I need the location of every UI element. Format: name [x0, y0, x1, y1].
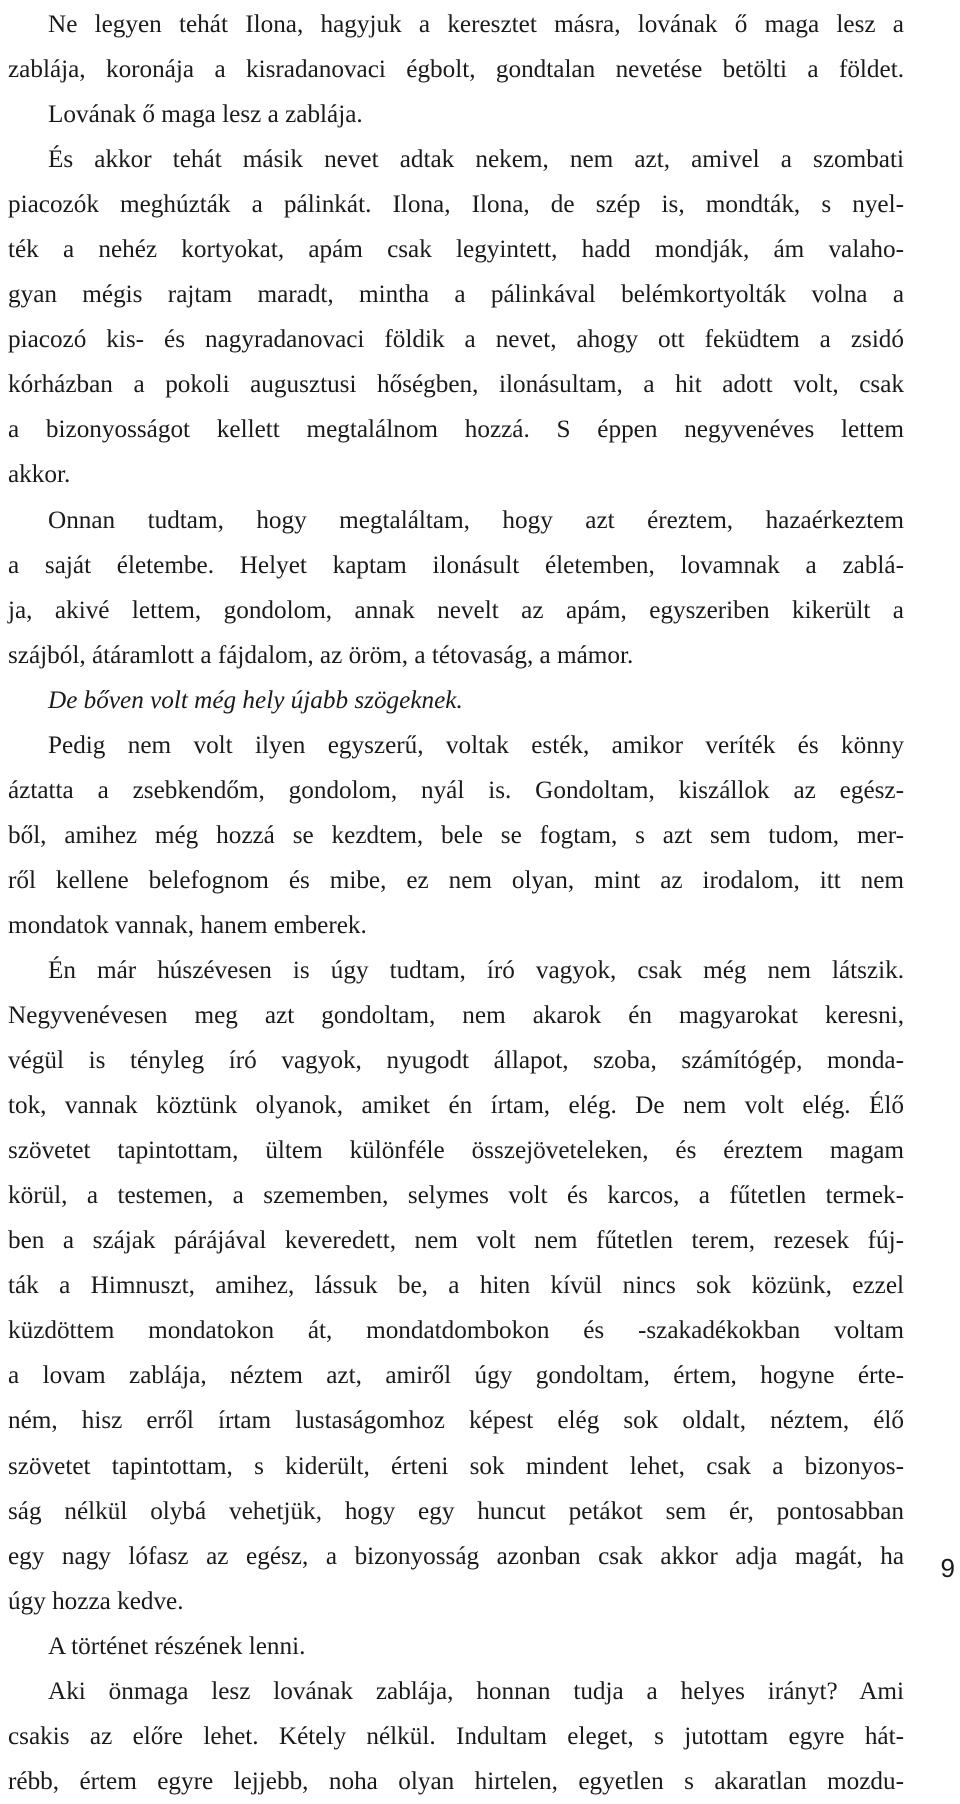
- text-line: szövetet tapintottam, ültem különféle összejöveteleken, és éreztem magam: [8, 1137, 904, 1165]
- text-line: ről kellene belefognom és mibe, ez nem olyan, mint az irodalom, itt nem: [8, 866, 904, 894]
- text-line: Én már húszévesen is úgy tudtam, író vagyok, csak még nem látszik.: [48, 956, 904, 984]
- text-line: ből, amihez még hozzá se kezdtem, bele se fogtam, s azt sem tudom, mer-: [8, 821, 904, 849]
- text-line: ja, akivé lettem, gondolom, annak nevelt az apám, egyszeriben kikerült a: [8, 596, 904, 624]
- text-line: szájból, átáramlott a fájdalom, az öröm, a tétovaság, a mámor.: [8, 641, 634, 669]
- text-line: kórházban a pokoli augusztusi hőségben, ilonásultam, a hit adott volt, csak: [8, 371, 904, 399]
- text-line: gyan mégis rajtam maradt, mintha a pálinkával belémkortyolták volna a: [8, 281, 904, 309]
- text-line: piacozók meghúzták a pálinkát. Ilona, Ilona, de szép is, mondták, s nyel-: [8, 191, 904, 219]
- text-line: piacozó kis- és nagyradanovaci földik a nevet, ahogy ott feküdtem a zsidó: [8, 326, 904, 354]
- text-line: egy nagy lófasz az egész, a bizonyosság azonban csak akkor adja magát, ha: [8, 1542, 904, 1570]
- text-line: De bőven volt még hely újabb szögeknek.: [48, 686, 463, 714]
- text-line: szövetet tapintottam, s kiderült, érteni sok mindent lehet, csak a bizonyos-: [8, 1452, 904, 1480]
- text-line: ság nélkül olybá vehetjük, hogy egy huncut petákot sem ér, pontosabban: [8, 1497, 904, 1525]
- text-line: Pedig nem volt ilyen egyszerű, voltak esték, amikor veríték és könny: [48, 731, 904, 759]
- text-line: ném, hisz erről írtam lustaságomhoz képest elég sok oldalt, néztem, élő: [8, 1407, 904, 1435]
- text-line: rébb, értem egyre lejjebb, noha olyan hirtelen, egyetlen s akaratlan mozdu-: [8, 1767, 904, 1795]
- text-line: ték a nehéz kortyokat, apám csak legyintett, hadd mondják, ám valaho-: [8, 236, 904, 264]
- text-line: Onnan tudtam, hogy megtaláltam, hogy azt éreztem, hazaérkeztem: [48, 506, 904, 534]
- text-line: Ne legyen tehát Ilona, hagyjuk a keresztet másra, lovának ő maga lesz a: [48, 11, 904, 38]
- text-line: körül, a testemen, a szememben, selymes volt és karcos, a fűtetlen termek-: [8, 1182, 904, 1210]
- text-line: a lovam zablája, néztem azt, amiről úgy gondoltam, értem, hogyne érte-: [8, 1362, 904, 1390]
- page-number: 9: [940, 1553, 955, 1583]
- text-line: tok, vannak köztünk olyanok, amiket én írtam, elég. De nem volt elég. Élő: [8, 1092, 904, 1120]
- text-line: A történet részének lenni.: [48, 1632, 306, 1660]
- book-page-text: [8, 2, 904, 1804]
- text-line: a saját életembe. Helyet kaptam ilonásult életemben, lovamnak a zablá-: [8, 551, 904, 579]
- text-line: úgy hozza kedve.: [8, 1587, 184, 1615]
- text-line: Aki önmaga lesz lovának zablája, honnan tudja a helyes irányt? Ami: [48, 1677, 904, 1705]
- text-line: Negyvenévesen meg azt gondoltam, nem akarok én magyarokat keresni,: [8, 1002, 904, 1030]
- text-line: küzdöttem mondatokon át, mondatdombokon és -szakadékokban voltam: [8, 1317, 904, 1345]
- text-line: Lovának ő maga lesz a zablája.: [48, 101, 363, 129]
- text-line: zablája, koronája a kisradanovaci égbolt, gondtalan nevetése betölti a földet.: [8, 56, 904, 84]
- text-line: csakis az előre lehet. Kétely nélkül. Indultam eleget, s jutottam egyre hát-: [8, 1722, 904, 1750]
- text-line: És akkor tehát másik nevet adtak nekem, nem azt, amivel a szombati: [48, 146, 904, 174]
- text-line: áztatta a zsebkendőm, gondolom, nyál is. Gondoltam, kiszállok az egész-: [8, 776, 904, 804]
- text-line: mondatok vannak, hanem emberek.: [8, 911, 367, 939]
- text-line: a bizonyosságot kellett megtalálnom hozzá. S éppen negyvenéves lettem: [8, 416, 904, 444]
- text-line: ták a Himnuszt, amihez, lássuk be, a hiten kívül nincs sok közünk, ezzel: [8, 1272, 904, 1300]
- text-line: végül is tényleg író vagyok, nyugodt állapot, szoba, számítógép, monda-: [8, 1047, 904, 1075]
- text-line: ben a szájak párájával keveredett, nem volt nem fűtetlen terem, rezesek fúj-: [8, 1227, 904, 1255]
- text-line: akkor.: [8, 461, 71, 489]
